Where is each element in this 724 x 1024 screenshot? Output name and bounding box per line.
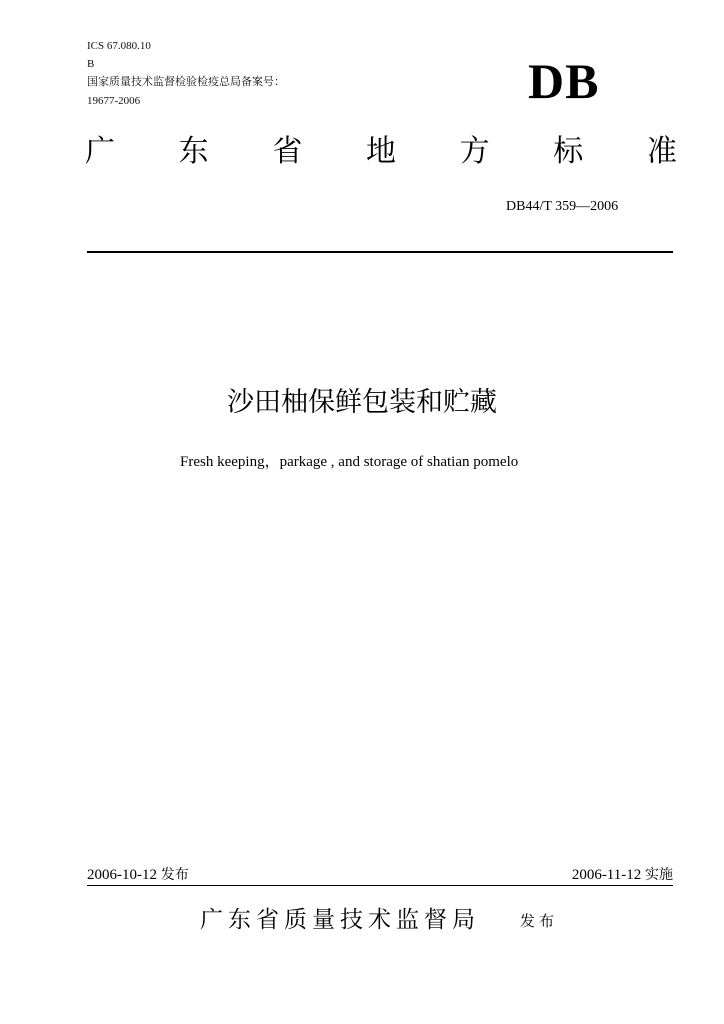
record-number: 19677-2006 (87, 95, 141, 107)
publisher-tag: 发布 (520, 912, 559, 930)
standard-title-char: 省 (272, 134, 303, 169)
issue-date-line (87, 866, 189, 884)
document-title-en: Fresh keeping，parkage , and storage of shatian pomelo (180, 454, 519, 470)
record-label: 国家质量技术监督检验检疫总局备案号： (87, 75, 285, 88)
standard-title-char: 准 (646, 134, 677, 169)
standard-title-char: 东 (178, 134, 209, 169)
issue-label: 发布 (160, 867, 189, 883)
standard-number: DB44/T 359—2006 (506, 199, 619, 214)
standard-title-char: 标 (553, 134, 584, 169)
header-divider (87, 251, 673, 253)
publisher-name: 广东省质量技术监督局 (200, 907, 480, 933)
standard-type-title (85, 134, 677, 170)
implement-date: 2006-11-12 (571, 867, 642, 883)
issue-date: 2006-10-12 (87, 867, 157, 883)
standard-title-char: 方 (459, 134, 490, 169)
document-title-cn: 沙田柚保鲜包装和贮藏 (227, 387, 497, 418)
implement-date-line (572, 866, 673, 884)
ics-code: ICS 67.080.10 (87, 40, 151, 52)
db-logo-mark: DB (528, 53, 600, 109)
implement-label: 实施 (645, 867, 673, 883)
standard-title-char: 广 (85, 134, 115, 169)
footer-divider (87, 885, 673, 886)
standard-title-char: 地 (365, 134, 396, 169)
category-code: B (87, 58, 95, 70)
